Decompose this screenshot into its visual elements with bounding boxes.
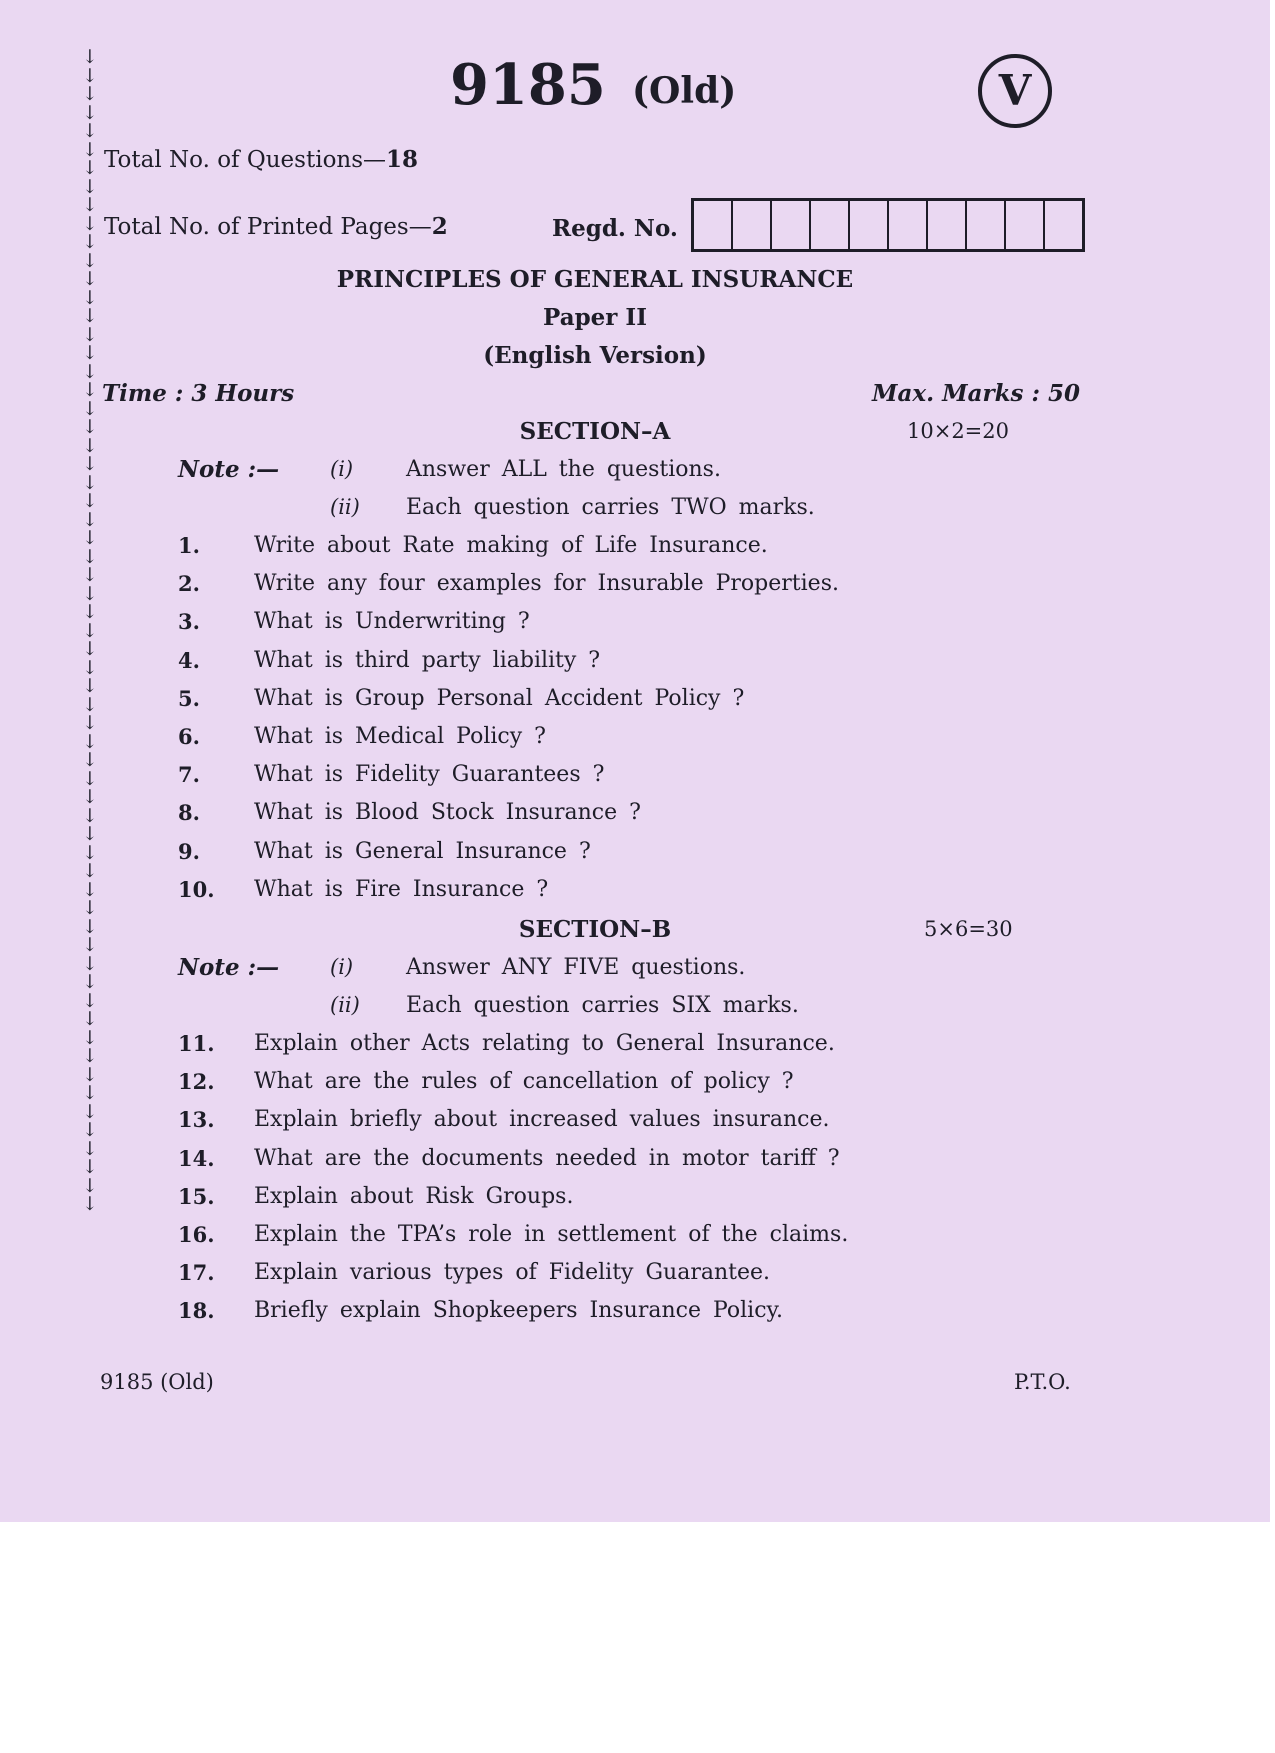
question-number: 10. bbox=[178, 876, 215, 902]
margin-arrow-icon: ↓ bbox=[82, 453, 98, 475]
time-allowed: Time : 3 Hours bbox=[102, 380, 295, 407]
question-number: 8. bbox=[178, 800, 200, 826]
margin-arrow-icon: ↓ bbox=[82, 897, 98, 919]
margin-arrow-icon: ↓ bbox=[82, 841, 98, 864]
margin-arrow-icon: ↓ bbox=[82, 83, 98, 105]
question-text: What is Blood Stock Insurance ? bbox=[254, 800, 641, 826]
margin-arrow-icon: ↓ bbox=[82, 989, 98, 1012]
section-a-note-label: Note :— bbox=[178, 456, 280, 483]
margin-arrow-icon: ↓ bbox=[82, 268, 98, 290]
question-number: 16. bbox=[178, 1222, 215, 1247]
question-text: Briefly explain Shopkeepers Insurance Policy. bbox=[254, 1298, 784, 1324]
margin-arrow-icon: ↓ bbox=[82, 693, 98, 716]
margin-arrow-icon: ↓ bbox=[82, 804, 98, 827]
margin-arrow-icon: ↓ bbox=[82, 823, 98, 845]
margin-arrow-icon: ↓ bbox=[82, 175, 98, 198]
max-marks: Max. Marks : 50 bbox=[872, 380, 1080, 407]
question-text: What is Group Personal Accident Policy ? bbox=[254, 685, 745, 711]
margin-arrow-icon: ↓ bbox=[82, 397, 98, 420]
paper-code: 9185 bbox=[450, 52, 606, 118]
margin-arrow-icon: ↓ bbox=[82, 860, 98, 882]
regd-digit-box[interactable] bbox=[1045, 201, 1082, 249]
question-number: 12. bbox=[178, 1069, 215, 1095]
question-number: 6. bbox=[178, 724, 200, 749]
section-b-heading: SECTION–B bbox=[518, 916, 672, 943]
margin-arrow-icon: ↓ bbox=[82, 1045, 98, 1067]
margin-arrow-icon: ↓ bbox=[82, 138, 98, 161]
margin-arrow-icon: ↓ bbox=[82, 934, 98, 956]
margin-arrow-icon: ↓ bbox=[82, 490, 98, 512]
question-text: What is Medical Policy ? bbox=[254, 724, 546, 749]
question-number: 18. bbox=[178, 1298, 215, 1324]
question-text: Explain various types of Fidelity Guarantee. bbox=[254, 1260, 771, 1286]
question-number: 2. bbox=[178, 571, 200, 597]
question-number: 3. bbox=[178, 609, 200, 635]
question-text: Explain briefly about increased values insurance. bbox=[254, 1107, 830, 1133]
question-number: 5. bbox=[178, 685, 200, 711]
margin-arrow-icon: ↓ bbox=[82, 1063, 98, 1086]
margin-arrow-icon: ↓ bbox=[82, 231, 98, 253]
regd-digit-box[interactable] bbox=[967, 201, 1006, 249]
footer-code: 9185 (Old) bbox=[100, 1370, 214, 1394]
margin-arrow-icon: ↓ bbox=[82, 786, 98, 808]
margin-arrow-icon: ↓ bbox=[82, 601, 98, 623]
margin-arrow-icon: ↓ bbox=[82, 64, 98, 87]
regd-digit-box[interactable] bbox=[928, 201, 967, 249]
question-number: 15. bbox=[178, 1183, 215, 1209]
version-badge: V bbox=[978, 54, 1052, 128]
section-a-marks: 10×2=20 bbox=[907, 419, 1009, 443]
margin-arrow-icon: ↓ bbox=[82, 1008, 98, 1030]
margin-arrow-icon: ↓ bbox=[82, 1174, 98, 1197]
regd-label: Regd. No. bbox=[552, 215, 678, 242]
note-text: Answer ANY FIVE questions. bbox=[406, 955, 746, 980]
question-text: What is Fidelity Guarantees ? bbox=[254, 762, 605, 788]
margin-arrow-icon: ↓ bbox=[82, 767, 98, 790]
regd-digit-box[interactable] bbox=[811, 201, 850, 249]
section-b-marks: 5×6=30 bbox=[924, 917, 1013, 941]
margin-arrow-icon: ↓ bbox=[82, 157, 98, 179]
margin-arrow-icon: ↓ bbox=[82, 582, 98, 605]
margin-arrow-icon: ↓ bbox=[82, 638, 98, 660]
margin-arrow-icon: ↓ bbox=[82, 305, 98, 327]
margin-arrow-icon: ↓ bbox=[82, 712, 98, 734]
margin-arrow-icon: ↓ bbox=[82, 471, 98, 494]
margin-arrow-icon: ↓ bbox=[82, 342, 98, 364]
question-text: Explain other Acts relating to General Insurance. bbox=[254, 1031, 835, 1056]
section-a-heading: SECTION–A bbox=[519, 418, 671, 445]
margin-arrow-icon: ↓ bbox=[82, 952, 98, 975]
margin-arrow-icon: ↓ bbox=[82, 416, 98, 438]
footer-pto: P.T.O. bbox=[1014, 1370, 1071, 1394]
note-text: Each question carries TWO marks. bbox=[406, 495, 815, 520]
margin-arrow-icon: ↓ bbox=[82, 286, 98, 309]
margin-arrow-icon: ↓ bbox=[82, 1100, 98, 1123]
note-text: Each question carries SIX marks. bbox=[406, 993, 799, 1018]
question-text: What are the documents needed in motor tariff ? bbox=[254, 1145, 840, 1171]
note-number: (ii) bbox=[330, 495, 360, 519]
question-number: 13. bbox=[178, 1107, 215, 1133]
paper-code-suffix: (Old) bbox=[632, 70, 737, 112]
regd-digit-box[interactable] bbox=[733, 201, 772, 249]
version-title: (English Version) bbox=[483, 342, 707, 369]
question-number: 4. bbox=[178, 647, 200, 673]
question-number: 9. bbox=[178, 838, 200, 864]
margin-arrow-icon: ↓ bbox=[82, 46, 98, 68]
margin-arrow-icon: ↓ bbox=[82, 675, 98, 697]
margin-arrow-icon: ↓ bbox=[82, 101, 98, 124]
question-number: 1. bbox=[178, 533, 200, 558]
margin-arrow-icon: ↓ bbox=[82, 971, 98, 993]
margin-arrow-icon: ↓ bbox=[82, 323, 98, 346]
margin-arrow-icon: ↓ bbox=[82, 915, 98, 938]
margin-arrow-icon: ↓ bbox=[82, 1082, 98, 1104]
margin-arrow-icon: ↓ bbox=[82, 212, 98, 235]
question-text: What is General Insurance ? bbox=[254, 838, 591, 864]
margin-arrow-icon: ↓ bbox=[82, 120, 98, 142]
regd-digit-box[interactable] bbox=[889, 201, 928, 249]
margin-arrow-icon: ↓ bbox=[82, 1193, 98, 1215]
margin-arrow-icon: ↓ bbox=[82, 730, 98, 753]
margin-arrow-icon: ↓ bbox=[82, 749, 98, 771]
margin-arrow-icon: ↓ bbox=[82, 1119, 98, 1141]
regd-digit-box[interactable] bbox=[1006, 201, 1045, 249]
question-text: What is third party liability ? bbox=[254, 647, 601, 673]
paper-title: Paper II bbox=[543, 304, 647, 331]
regd-number-boxes bbox=[691, 198, 1085, 252]
margin-arrow-icon: ↓ bbox=[82, 1026, 98, 1049]
margin-arrow-icon: ↓ bbox=[82, 379, 98, 401]
regd-digit-box[interactable] bbox=[694, 201, 733, 249]
margin-arrow-icon: ↓ bbox=[82, 878, 98, 901]
question-text: Explain the TPA’s role in settlement of the claims. bbox=[254, 1222, 849, 1247]
question-number: 14. bbox=[178, 1145, 215, 1171]
regd-digit-box[interactable] bbox=[772, 201, 811, 249]
margin-arrow-icon: ↓ bbox=[82, 656, 98, 679]
question-text: What is Underwriting ? bbox=[254, 609, 530, 635]
note-number: (i) bbox=[330, 955, 354, 979]
question-number: 11. bbox=[178, 1031, 215, 1056]
margin-arrow-icon: ↓ bbox=[82, 545, 98, 568]
subject-title: PRINCIPLES OF GENERAL INSURANCE bbox=[336, 266, 854, 293]
question-text: What is Fire Insurance ? bbox=[254, 876, 549, 902]
printed-pages: Total No. of Printed Pages—2 bbox=[104, 213, 448, 240]
note-number: (ii) bbox=[330, 993, 360, 1017]
margin-arrow-icon: ↓ bbox=[82, 360, 98, 383]
margin-arrow-icon: ↓ bbox=[82, 1137, 98, 1160]
margin-arrow-icon: ↓ bbox=[82, 527, 98, 549]
note-text: Answer ALL the questions. bbox=[406, 457, 721, 482]
margin-arrow-icon: ↓ bbox=[82, 619, 98, 642]
question-text: What are the rules of cancellation of policy ? bbox=[254, 1069, 794, 1095]
total-questions: Total No. of Questions—18 bbox=[104, 146, 419, 173]
question-text: Explain about Risk Groups. bbox=[254, 1183, 574, 1209]
question-text: Write about Rate making of Life Insurance. bbox=[254, 533, 768, 558]
section-b-note-label: Note :— bbox=[178, 954, 280, 981]
note-number: (i) bbox=[330, 457, 354, 481]
question-number: 7. bbox=[178, 762, 200, 788]
margin-arrow-icon: ↓ bbox=[82, 194, 98, 216]
question-number: 17. bbox=[178, 1260, 215, 1286]
margin-arrow-icon: ↓ bbox=[82, 434, 98, 457]
margin-arrow-icon: ↓ bbox=[82, 1156, 98, 1178]
margin-arrow-icon: ↓ bbox=[82, 508, 98, 531]
regd-digit-box[interactable] bbox=[850, 201, 889, 249]
margin-arrows bbox=[82, 48, 102, 1214]
margin-arrow-icon: ↓ bbox=[82, 564, 98, 586]
question-text: Write any four examples for Insurable Properties. bbox=[254, 571, 839, 597]
margin-arrow-icon: ↓ bbox=[82, 249, 98, 272]
